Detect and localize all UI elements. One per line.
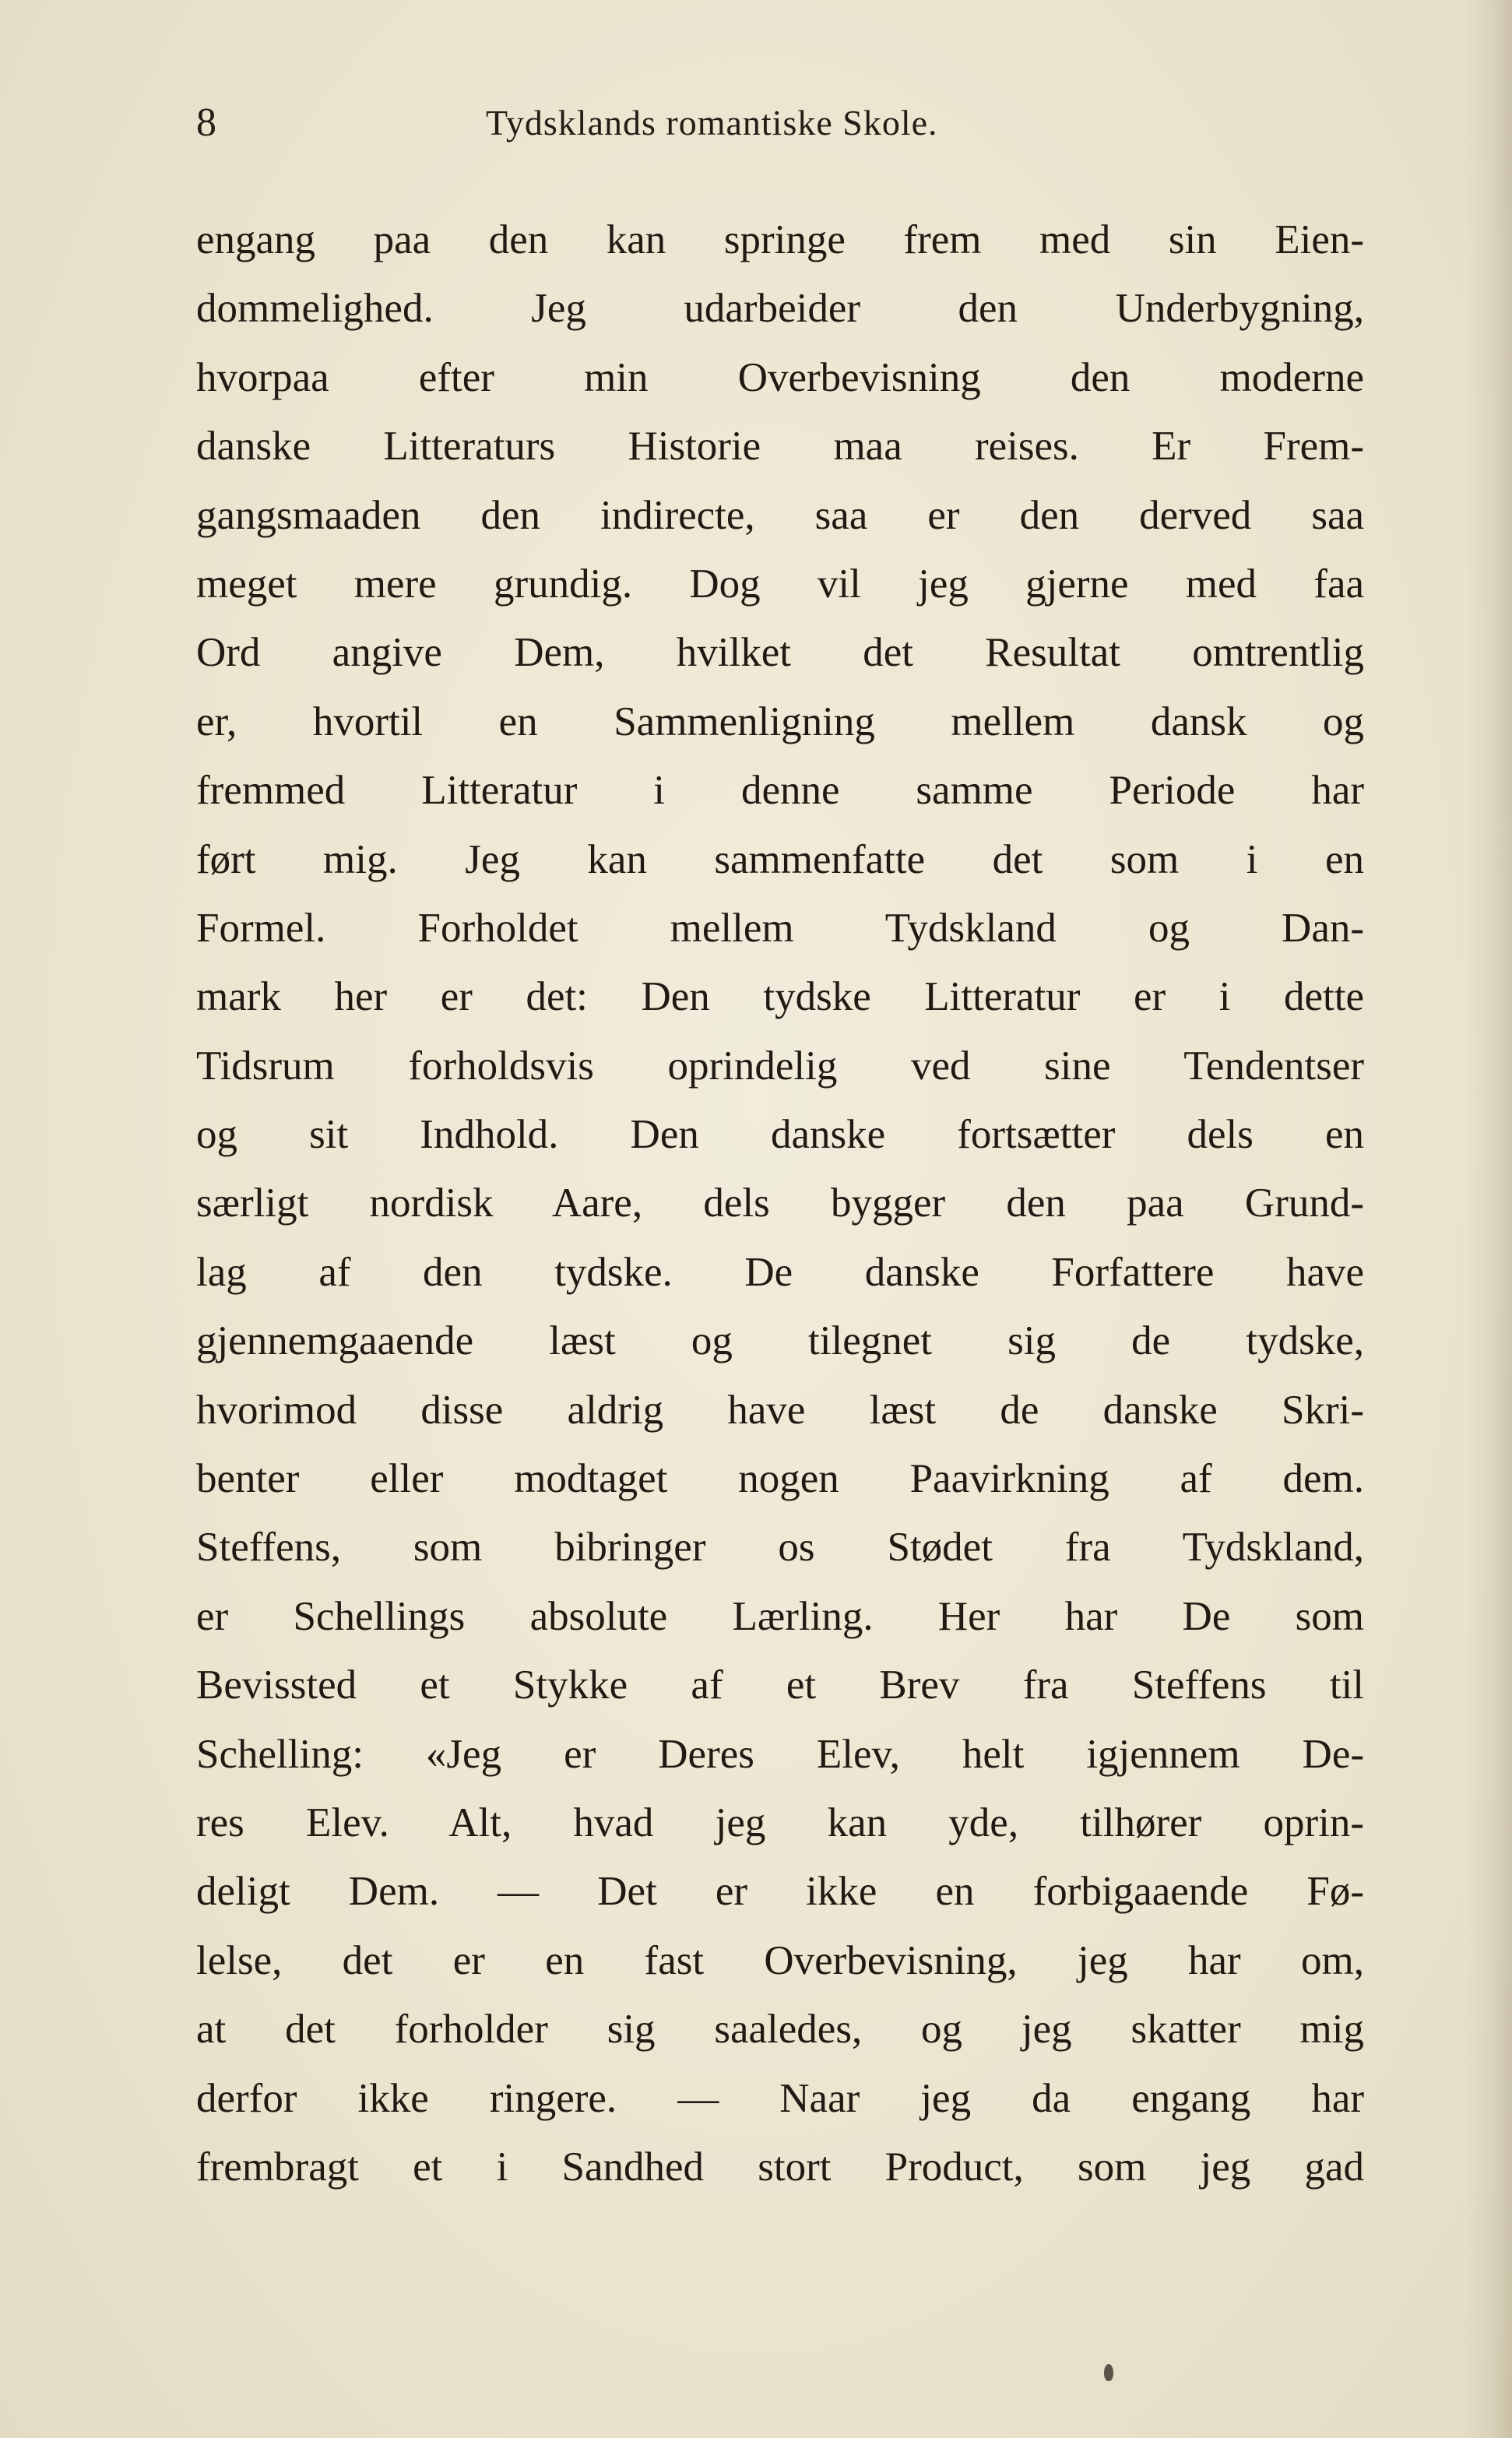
text-line: engang paa den kan springe frem med sin Eien-: [196, 217, 1364, 262]
text-line: ført mig. Jeg kan sammenfatte det som i en: [196, 836, 1364, 882]
text-line: særligt nordisk Aare, dels bygger den paa Grund-: [196, 1180, 1364, 1226]
page-header: [196, 92, 1364, 154]
text-line: gangsmaaden den indirecte, saa er den derved saa: [196, 492, 1364, 538]
text-line: Bevissted et Stykke af et Brev fra Steffens til: [196, 1662, 1364, 1708]
text-line: Steffens, som bibringer os Stødet fra Tydskland,: [196, 1525, 1364, 1571]
text-line: lelse, det er en fast Overbevisning, jeg har om,: [196, 1937, 1364, 1983]
running-title: Tydsklands romantiske Skole.: [486, 103, 938, 142]
text-line: Schelling: «Jeg er Deres Elev, helt igjennem De-: [196, 1731, 1364, 1777]
text-line: dommelighed. Jeg udarbeider den Underbygning,: [196, 286, 1364, 332]
text-line: frembragt et i Sandhed stort Product, som jeg gad: [196, 2144, 1364, 2190]
text-line: hvorpaa efter min Overbevisning den moderne: [196, 354, 1364, 400]
text-line: er, hvortil en Sammenligning mellem dansk og: [196, 698, 1364, 744]
text-line: fremmed Litteratur i denne samme Periode har: [196, 768, 1364, 814]
text-line: er Schellings absolute Lærling. Her har De som: [196, 1593, 1364, 1639]
text-line: derfor ikke ringere. — Naar jeg da engang har: [196, 2075, 1364, 2121]
page-edge-shadow: [1465, 0, 1512, 2438]
text-line: og sit Indhold. Den danske fortsætter dels en: [196, 1112, 1364, 1158]
text-line: deligt Dem. — Det er ikke en forbigaaende Fø-: [196, 1869, 1364, 1915]
text-line: lag af den tydske. De danske Forfattere have: [196, 1249, 1364, 1295]
page-number: 8: [196, 100, 216, 145]
text-line: Formel. Forholdet mellem Tydskland og Dan-: [196, 905, 1364, 951]
body-text: [196, 206, 1364, 2201]
text-line: meget mere grundig. Dog vil jeg gjerne med faa: [196, 561, 1364, 607]
text-line: gjennemgaaende læst og tilegnet sig de tydske,: [196, 1318, 1364, 1364]
text-line: mark her er det: Den tydske Litteratur er i dette: [196, 974, 1364, 1020]
text-line: res Elev. Alt, hvad jeg kan yde, tilhører oprin-: [196, 1799, 1364, 1845]
text-line: hvorimod disse aldrig have læst de danske Skri-: [196, 1387, 1364, 1433]
text-line: benter eller modtaget nogen Paavirkning af dem.: [196, 1456, 1364, 1502]
text-line: at det forholder sig saaledes, og jeg skatter mig: [196, 2007, 1364, 2053]
text-line: danske Litteraturs Historie maa reises. Er Frem-: [196, 424, 1364, 470]
text-line: Ord angive Dem, hvilket det Resultat omtrentlig: [196, 630, 1364, 676]
text-line: Tidsrum forholdsvis oprindelig ved sine Tendentser: [196, 1043, 1364, 1089]
ink-speck: [1104, 2364, 1113, 2381]
